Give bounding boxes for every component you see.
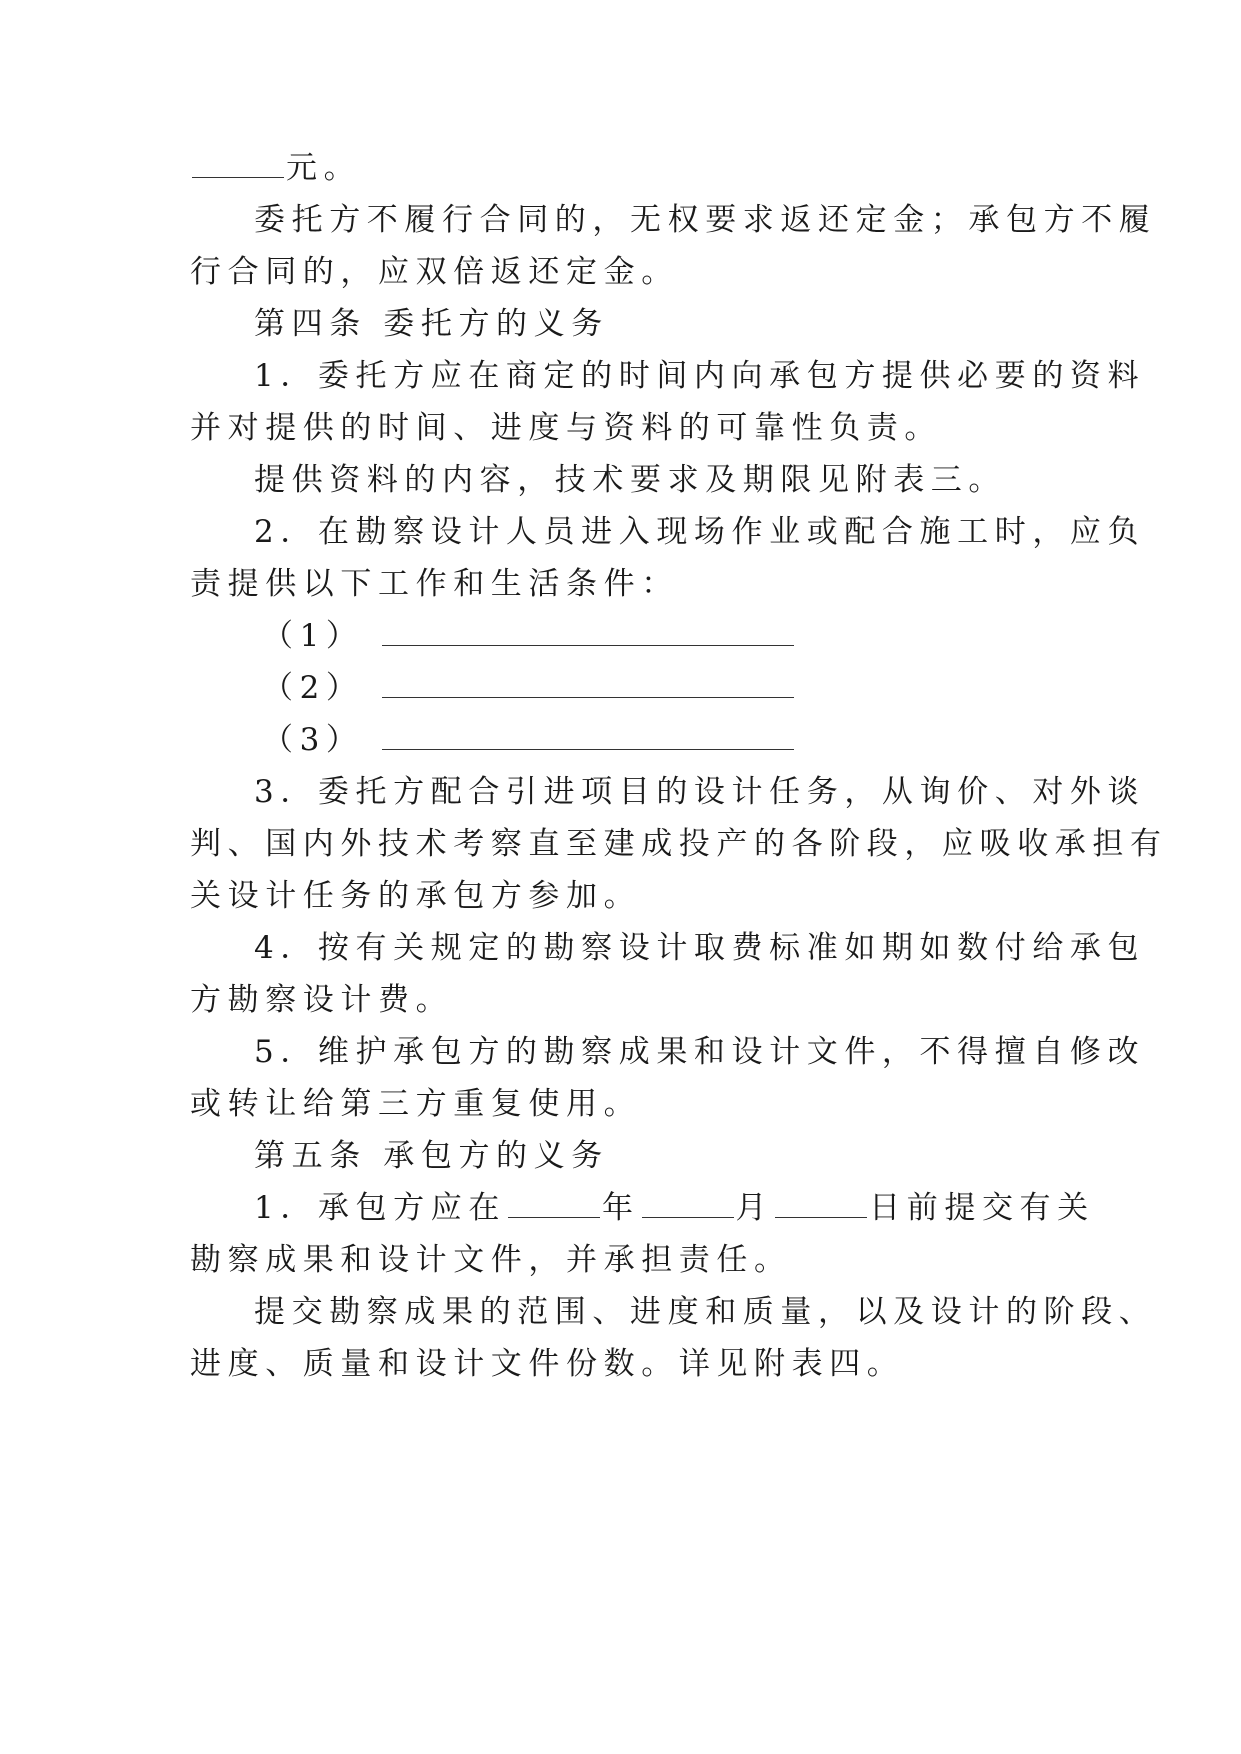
a5-note-line-2: 进度、质量和设计文件份数。详见附表四。	[190, 1346, 905, 1382]
condition-3-blank	[382, 748, 794, 750]
a4-item1-line-1: 1．委托方应在商定的时间内向承包方提供必要的资料	[254, 358, 1146, 394]
amount-unit: 元。	[286, 150, 362, 186]
condition-2	[262, 668, 1122, 708]
a4-item3-line-2: 判、国内外技术考察直至建成投产的各阶段，应吸收承担有	[190, 826, 1168, 862]
month-label: 月	[735, 1190, 774, 1226]
condition-3-label: （3）	[262, 722, 364, 758]
condition-1	[262, 616, 1122, 656]
condition-1-blank	[382, 644, 794, 646]
a4-item2-line-2: 责提供以下工作和生活条件：	[190, 566, 679, 602]
condition-2-blank	[382, 696, 794, 698]
a5-note-line-1: 提交勘察成果的范围、进度和质量，以及设计的阶段、	[254, 1294, 1157, 1330]
a4-item2-line-1: 2．在勘察设计人员进入现场作业或配合施工时，应负	[254, 514, 1146, 550]
a4-item4-line-2: 方勘察设计费。	[190, 982, 454, 1018]
condition-3	[262, 720, 1122, 760]
condition-1-label: （1）	[262, 618, 364, 654]
article-4-heading: 第四条 委托方的义务	[254, 306, 609, 342]
amount-blank	[192, 176, 284, 178]
amount-line	[190, 148, 1050, 188]
a4-item1-line-2: 并对提供的时间、进度与资料的可靠性负责。	[190, 410, 942, 446]
year-blank	[508, 1216, 600, 1218]
a5-item1-prefix: 1．承包方应在	[254, 1190, 506, 1226]
a4-item3-line-1: 3．委托方配合引进项目的设计任务，从询价、对外谈	[254, 774, 1146, 810]
a5-item1-suffix: 日前提交有关	[869, 1190, 1095, 1226]
a4-item3-line-3: 关设计任务的承包方参加。	[190, 878, 642, 914]
month-blank	[642, 1216, 734, 1218]
condition-2-label: （2）	[262, 670, 364, 706]
a5-item1-line-2: 勘察成果和设计文件，并承担责任。	[190, 1242, 792, 1278]
article-5-heading: 第五条 承包方的义务	[254, 1138, 609, 1174]
deposit-paragraph-line-1: 委托方不履行合同的，无权要求返还定金；承包方不履	[254, 202, 1157, 238]
a4-item4-line-1: 4．按有关规定的勘察设计取费标准如期如数付给承包	[254, 930, 1146, 966]
deposit-paragraph-line-2: 行合同的，应双倍返还定金。	[190, 254, 679, 290]
a5-item1-line-1	[254, 1188, 1114, 1228]
year-label: 年	[601, 1190, 640, 1226]
a4-item1-note: 提供资料的内容，技术要求及期限见附表三。	[254, 462, 1006, 498]
day-blank	[775, 1216, 867, 1218]
a4-item5-line-2: 或转让给第三方重复使用。	[190, 1086, 642, 1122]
a4-item5-line-1: 5．维护承包方的勘察成果和设计文件，不得擅自修改	[254, 1034, 1146, 1070]
